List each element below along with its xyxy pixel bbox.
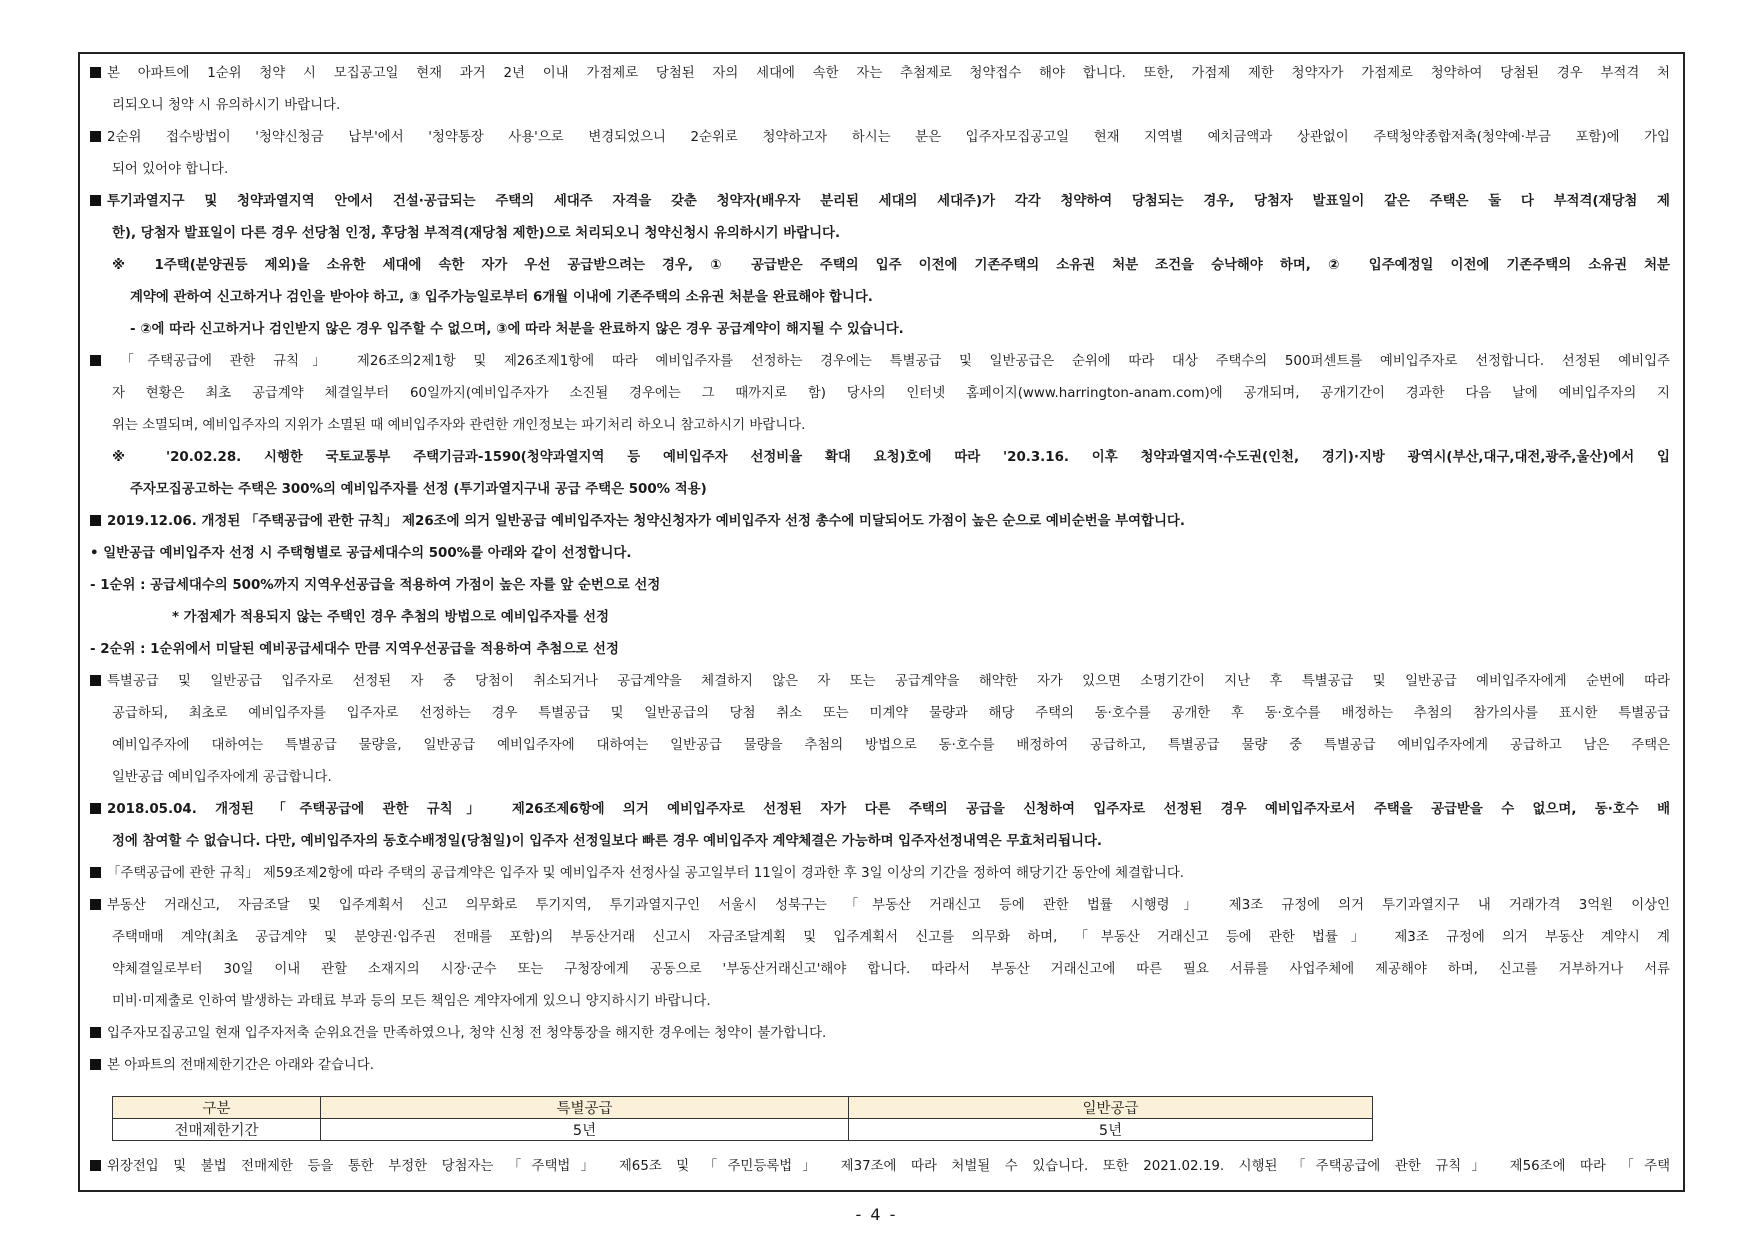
notice-line-text: ※ 1주택(분양권등 제외)을 소유한 세대에 속한 자가 우선 공급받으려는 경우, ① 공급받은 주택의 입주 이전에 기존주택의 소유권 처분 조건을 승낙해야 하며, ② 입주예정일 이전에 기존주택의 소유권 처분 bbox=[112, 258, 1670, 273]
notice-line bbox=[90, 570, 1670, 602]
notice-line-text: • 일반공급 예비입주자 선정 시 주택형별로 공급세대수의 500%를 아래와 같이 선정합니다. bbox=[90, 546, 632, 561]
notice-line-text: 본 아파트의 전매제한기간은 아래와 같습니다. bbox=[107, 1058, 375, 1073]
notice-line bbox=[90, 378, 1670, 410]
notice-line bbox=[90, 922, 1670, 954]
notice-line bbox=[90, 186, 1670, 218]
notice-line bbox=[90, 730, 1670, 762]
square-bullet-icon bbox=[90, 675, 101, 686]
square-bullet-icon bbox=[90, 1059, 101, 1070]
notice-line bbox=[90, 954, 1670, 986]
notice-line bbox=[90, 154, 1670, 186]
notice-line-text: 위는 소멸되며, 예비입주자의 지위가 소멸된 때 예비입주자와 관련한 개인정보는 파기처리 하오니 참고하시기 바랍니다. bbox=[112, 418, 806, 433]
table-cell-general: 5년 bbox=[849, 1119, 1373, 1141]
notice-line bbox=[90, 986, 1670, 1018]
notice-line-text: 위장전입 및 불법 전매제한 등을 통한 부정한 당첨자는 「주택법」 제65조 및 「주민등록법」 제37조에 따라 처벌될 수 있습니다. 또한 2021.02.19. 시행된 「주택공급에 관한 규칙」 제56조에 따라 「주택 bbox=[107, 1159, 1670, 1174]
square-bullet-icon bbox=[90, 1027, 101, 1038]
table-cell-label: 전매제한기간 bbox=[113, 1119, 321, 1141]
square-bullet-icon bbox=[90, 131, 101, 142]
notice-line-text: 공급하되, 최초로 예비입주자를 입주자로 선정하는 경우 특별공급 및 일반공급의 당첨 취소 또는 미계약 물량과 해당 주택의 동·호수를 공개한 후 동·호수를 배정하는 추첨의 참가의사를 표시한 특별공급 bbox=[112, 706, 1670, 721]
notice-line bbox=[90, 666, 1670, 698]
notice-line-text: 약체결일로부터 30일 이내 관할 소재지의 시장·군수 또는 구청장에게 공동으로 '부동산거래신고'해야 합니다. 따라서 부동산 거래신고에 따른 필요 서류를 사업주체에 제공해야 하며, 신고를 거부하거나 서류 bbox=[112, 962, 1670, 977]
notice-line bbox=[90, 506, 1670, 538]
notice-line-text: 미비·미제출로 인하여 발생하는 과태료 부과 등의 모든 책임은 계약자에게 있으니 양지하시기 바랍니다. bbox=[112, 994, 711, 1009]
notice-line-text: 본 아파트에 1순위 청약 시 모집공고일 현재 과거 2년 이내 가점제로 당첨된 자의 세대에 속한 자는 추첨제로 청약접수 해야 합니다. 또한, 가점제 제한 청약자가 가점제로 청약하여 당첨된 경우 부적격 처 bbox=[107, 66, 1670, 81]
square-bullet-icon bbox=[90, 355, 101, 366]
notice-line bbox=[90, 762, 1670, 794]
notice-frame bbox=[78, 52, 1685, 1192]
notice-line-text: - 1순위 : 공급세대수의 500%까지 지역우선공급을 적용하여 가점이 높은 자를 앞 순번으로 선정 bbox=[90, 578, 661, 593]
notice-line-text: 자 현황은 최초 공급계약 체결일부터 60일까지(예비입주자가 소진될 경우에는 그 때까지로 함) 당사의 인터넷 홈페이지(www.harrington-anam.com)에 공개되며, 공개기간이 경과한 다음 날에 예비입주자의 지 bbox=[112, 386, 1670, 401]
notice-line bbox=[90, 634, 1670, 666]
square-bullet-icon bbox=[90, 867, 101, 878]
notice-line-text: 「주택공급에 관한 규칙」 제26조의2제1항 및 제26조제1항에 따라 예비입주자를 선정하는 경우에는 특별공급 및 일반공급은 순위에 따라 대상 주택수의 500퍼센트를 예비입주자로 선정합니다. 선정된 예비입주 bbox=[107, 354, 1670, 369]
notice-line bbox=[90, 122, 1670, 154]
notice-line-text: 특별공급 및 일반공급 입주자로 선정된 자 중 당첨이 취소되거나 공급계약을 체결하지 않은 자 또는 공급계약을 해약한 자가 있으면 소명기간이 지난 후 특별공급 및 일반공급 예비입주자에게 순번에 따라 bbox=[107, 674, 1670, 689]
notice-line-text: 「주택공급에 관한 규칙」 제59조제2항에 따라 주택의 공급계약은 입주자 및 예비입주자 선정사실 공고일부터 11일이 경과한 후 3일 이상의 기간을 정하여 해당기간 동안에 체결합니다. bbox=[107, 866, 1185, 881]
notice-line bbox=[90, 602, 1670, 634]
notice-line bbox=[90, 474, 1670, 506]
notice-line-text: * 가점제가 적용되지 않는 주택인 경우 추첨의 방법으로 예비입주자를 선정 bbox=[172, 610, 610, 625]
table-header-category: 구분 bbox=[113, 1097, 321, 1119]
resale-period-table bbox=[112, 1096, 1373, 1141]
notice-line bbox=[90, 890, 1670, 922]
notice-line bbox=[90, 314, 1670, 346]
notice-line-text: ※ '20.02.28. 시행한 국토교통부 주택기금과-1590(청약과열지역 등 예비입주자 선정비율 확대 요청)호에 따라 '20.3.16. 이후 청약과열지역·수도권(인천, 경기)·지방 광역시(부산,대구,대전,광주,울산)에서 입 bbox=[112, 450, 1670, 465]
table-row bbox=[113, 1119, 1373, 1141]
notice-line-text: 2018.05.04. 개정된 「주택공급에 관한 규칙」 제26조제6항에 의거 예비입주자로 선정된 자가 다른 주택의 공급을 신청하여 입주자로 선정된 경우 예비입주자로서 주택을 공급받을 수 없으며, 동·호수 배 bbox=[107, 802, 1670, 817]
table-cell-special: 5년 bbox=[321, 1119, 849, 1141]
notice-line bbox=[90, 346, 1670, 378]
notice-line bbox=[90, 282, 1670, 314]
square-bullet-icon bbox=[90, 899, 101, 910]
notice-line-text: 2019.12.06. 개정된 「주택공급에 관한 규칙」 제26조에 의거 일반공급 예비입주자는 청약신청자가 예비입주자 선정 총수에 미달되어도 가점이 높은 순으로 예비순번을 부여합니다. bbox=[107, 514, 1185, 529]
notice-line-text: 되어 있어야 합니다. bbox=[112, 162, 229, 177]
notice-line-text: 예비입주자에 대하여는 특별공급 물량을, 일반공급 예비입주자에 대하여는 일반공급 물량을 추첨의 방법으로 동·호수를 배정하여 공급하고, 특별공급 물량 중 특별공급 예비입주자에게 공급하고 남은 주택은 bbox=[112, 738, 1670, 753]
notice-line-text: 주택매매 계약(최초 공급계약 및 분양권·입주권 전매를 포함)의 부동산거래 신고시 자금조달계획 및 입주계획서 신고를 의무화 하며, 「부동산 거래신고 등에 관한 법률」 제3조 규정에 의거 부동산 계약시 계 bbox=[112, 930, 1670, 945]
notice-line-text: 한), 당첨자 발표일이 다른 경우 선당첨 인정, 후당첨 부적격(재당첨 제한)으로 처리되오니 청약신청시 유의하시기 바랍니다. bbox=[112, 226, 841, 241]
notice-line-text: 리되오니 청약 시 유의하시기 바랍니다. bbox=[112, 98, 341, 113]
notice-line-text: - ②에 따라 신고하거나 검인받지 않은 경우 입주할 수 없으며, ③에 따라 처분을 완료하지 않은 경우 공급계약이 해지될 수 있습니다. bbox=[130, 322, 904, 337]
notice-line-text: 주자모집공고하는 주택은 300%의 예비입주자를 선정 (투기과열지구내 공급 주택은 500% 적용) bbox=[130, 482, 707, 497]
notice-line bbox=[90, 218, 1670, 250]
notice-line bbox=[90, 826, 1670, 858]
notice-line bbox=[90, 90, 1670, 122]
square-bullet-icon bbox=[90, 803, 101, 814]
notice-line-text: 입주자모집공고일 현재 입주자저축 순위요건을 만족하였으나, 청약 신청 전 청약통장을 해지한 경우에는 청약이 불가합니다. bbox=[107, 1026, 827, 1041]
square-bullet-icon bbox=[90, 1160, 101, 1171]
notice-line bbox=[90, 794, 1670, 826]
square-bullet-icon bbox=[90, 195, 101, 206]
notice-line-text: 계약에 관하여 신고하거나 검인을 받아야 하고, ③ 입주가능일로부터 6개월 이내에 기존주택의 소유권 처분을 완료해야 합니다. bbox=[130, 290, 873, 305]
notice-lines bbox=[90, 58, 1670, 1082]
notice-line bbox=[90, 698, 1670, 730]
notice-line bbox=[90, 538, 1670, 570]
notice-line bbox=[90, 410, 1670, 442]
square-bullet-icon bbox=[90, 515, 101, 526]
notice-line-last bbox=[90, 1151, 1670, 1183]
notice-line-text: 부동산 거래신고, 자금조달 및 입주계획서 신고 의무화로 투기지역, 투기과열지구인 서울시 성북구는 「부동산 거래신고 등에 관한 법률 시행령」 제3조 규정에 의거 투기과열지구 내 거래가격 3억원 이상인 bbox=[107, 898, 1670, 913]
notice-line-text: 일반공급 예비입주자에게 공급합니다. bbox=[112, 770, 332, 785]
square-bullet-icon bbox=[90, 67, 101, 78]
notice-line bbox=[90, 1050, 1670, 1082]
notice-line bbox=[90, 1018, 1670, 1050]
notice-line bbox=[90, 442, 1670, 474]
notice-line-text: 2순위 접수방법이 '청약신청금 납부'에서 '청약통장 사용'으로 변경되었으니 2순위로 청약하고자 하시는 분은 입주자모집공고일 현재 지역별 예치금액과 상관없이 주택청약종합저축(청약예·부금 포함)에 가입 bbox=[107, 130, 1670, 145]
table-header-row bbox=[113, 1097, 1373, 1119]
notice-content bbox=[90, 58, 1670, 1183]
notice-line bbox=[90, 58, 1670, 90]
notice-line-text: 정에 참여할 수 없습니다. 다만, 예비입주자의 동호수배정일(당첨일)이 입주자 선정일보다 빠른 경우 예비입주자 계약체결은 가능하며 입주자선정내역은 무효처리됩니다. bbox=[112, 834, 1102, 849]
table-header-general: 일반공급 bbox=[849, 1097, 1373, 1119]
table-header-special: 특별공급 bbox=[321, 1097, 849, 1119]
notice-line bbox=[90, 250, 1670, 282]
notice-line-text: 투기과열지구 및 청약과열지역 안에서 건설·공급되는 주택의 세대주 자격을 갖춘 청약자(배우자 분리된 세대의 세대주)가 각각 청약하여 당첨되는 경우, 당첨자 발표일이 같은 주택은 둘 다 부적격(재당첨 제 bbox=[107, 194, 1670, 209]
notice-line-text: - 2순위 : 1순위에서 미달된 예비공급세대수 만큼 지역우선공급을 적용하여 추첨으로 선정 bbox=[90, 642, 619, 657]
notice-line bbox=[90, 858, 1670, 890]
page-number: - 4 - bbox=[855, 1205, 898, 1224]
